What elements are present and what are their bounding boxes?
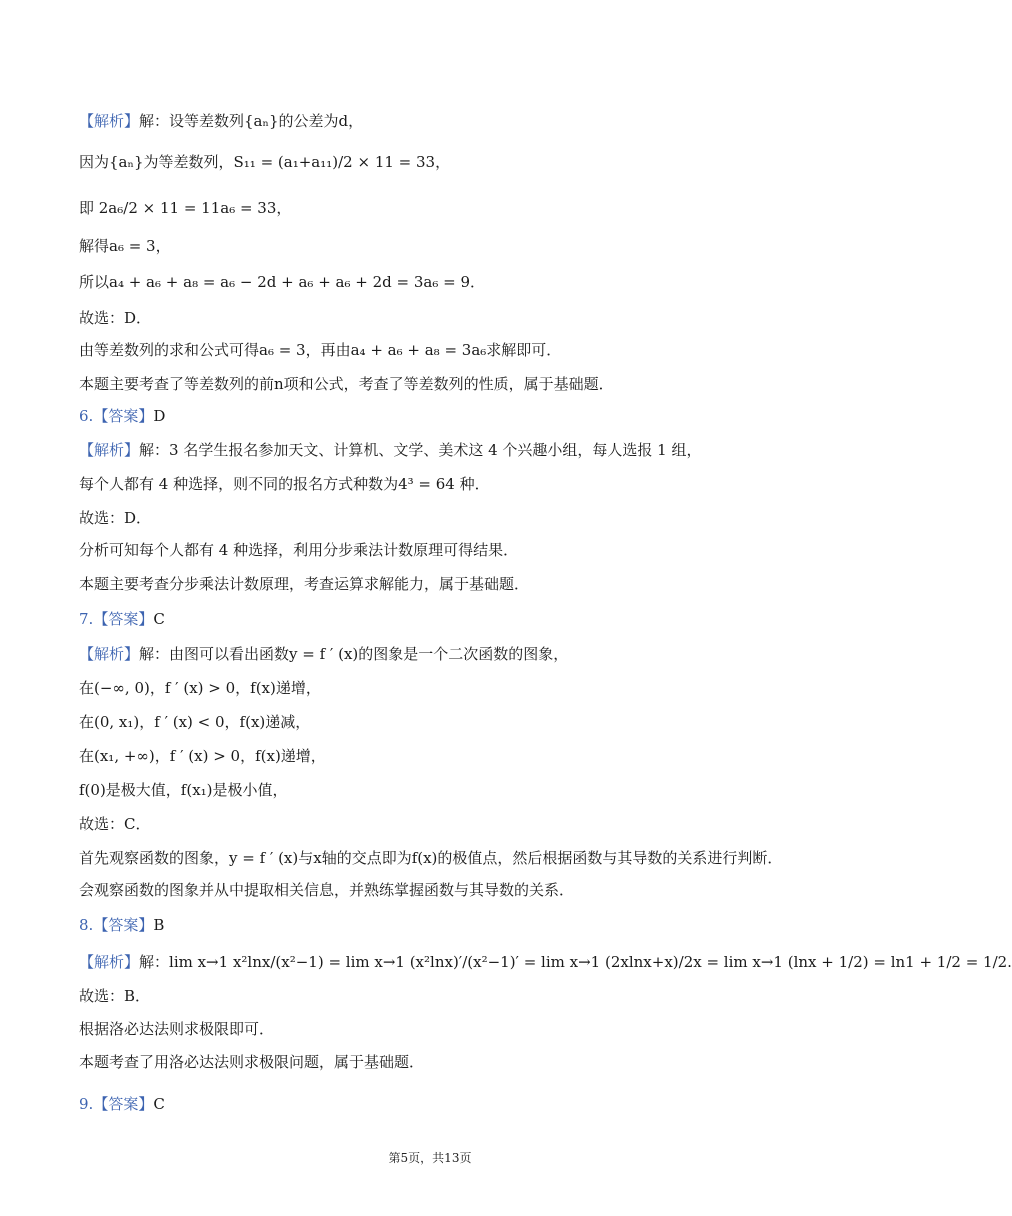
text-line <box>79 340 561 360</box>
text-line <box>79 712 310 732</box>
text-line <box>79 915 164 935</box>
line-text: C <box>153 1095 165 1113</box>
text-line <box>79 474 490 494</box>
text-line <box>79 374 614 394</box>
line-text: 首先观察函数的图象，y = f ′ (x)与x轴的交点即为f(x)的极值点，然后根据函数与其导数的关系进行判断． <box>79 849 783 867</box>
text-line <box>79 198 291 218</box>
text-line <box>79 111 363 131</box>
line-text: 本题主要考查分步乘法计数原理，考查运算求解能力，属于基础题． <box>79 575 530 593</box>
line-text: f(0)是极大值，f(x₁)是极小值， <box>79 781 288 799</box>
question-number: 6. <box>79 407 94 425</box>
line-text: 故选：C． <box>79 815 151 833</box>
section-tag: 【答案】 <box>93 610 154 628</box>
section-tag: 【解析】 <box>79 112 140 130</box>
line-text: 每个人都有 4 种选择，则不同的报名方式种数为4³ = 64 种． <box>79 475 490 493</box>
text-line <box>79 986 150 1006</box>
line-text: D <box>153 407 166 425</box>
line-text: 因为{aₙ}为等差数列，S₁₁ = (a₁+a₁₁)/2 × 11 = 33， <box>79 153 451 171</box>
line-text: 会观察函数的图象并从中提取相关信息，并熟练掌握函数与其导数的关系． <box>79 881 575 899</box>
section-tag: 【答案】 <box>93 1095 154 1113</box>
line-text: 解得a₆ = 3， <box>79 237 171 255</box>
text-line <box>79 440 702 460</box>
text-line <box>79 540 518 560</box>
text-line <box>79 406 165 426</box>
text-line <box>79 236 171 256</box>
line-text: 解：lim x→1 x²lnx/(x²−1) = lim x→1 (x²lnx)′/(x²−1)′ = lim x→1 (2xlnx+x)/2x = lim x→1 (lnx + 1/2) = ln1 + 1/2 = 1/2. <box>139 953 1012 971</box>
line-text: 解：3 名学生报名参加天文、计算机、文学、美术这 4 个兴趣小组，每人选报 1 组， <box>139 441 702 459</box>
text-line <box>79 272 485 292</box>
line-text: 所以a₄ + a₆ + a₈ = a₆ − 2d + a₆ + a₆ + 2d = 3a₆ = 9． <box>79 273 486 291</box>
line-text: 故选：D． <box>79 309 152 327</box>
text-line <box>79 644 568 664</box>
text-line <box>79 609 165 629</box>
section-tag: 【解析】 <box>79 441 140 459</box>
text-line <box>79 1019 274 1039</box>
line-text: 由等差数列的求和公式可得a₆ = 3，再由a₄ + a₆ + a₈ = 3a₆求解即可． <box>79 341 562 359</box>
line-text: 解：由图可以看出函数y = f ′ (x)的图象是一个二次函数的图象， <box>139 645 569 663</box>
text-line <box>79 814 150 834</box>
line-text: 故选：B． <box>79 987 151 1005</box>
text-line <box>79 848 782 868</box>
text-line <box>79 508 151 528</box>
line-text: 本题主要考查了等差数列的前n项和公式，考查了等差数列的性质，属于基础题． <box>79 375 614 393</box>
line-text: 根据洛必达法则求极限即可． <box>79 1020 275 1038</box>
text-line <box>79 952 1012 972</box>
page-footer: 第5页，共13页 <box>388 1151 472 1165</box>
line-text: 分析可知每个人都有 4 种选择，利用分步乘法计数原理可得结果． <box>79 541 519 559</box>
line-text: 在(−∞, 0)，f ′ (x) > 0，f(x)递增， <box>79 679 321 697</box>
section-tag: 【答案】 <box>93 407 154 425</box>
question-number: 7. <box>79 610 94 628</box>
section-tag: 【解析】 <box>79 953 140 971</box>
text-line <box>79 880 574 900</box>
line-text: 即 2a₆/2 × 11 = 11a₆ = 33， <box>79 199 292 217</box>
text-line <box>79 308 151 328</box>
line-text: B <box>153 916 165 934</box>
text-line <box>79 574 529 594</box>
text-line <box>79 746 326 766</box>
text-line <box>79 678 321 698</box>
text-line <box>79 780 288 800</box>
text-line <box>79 152 450 172</box>
section-tag: 【解析】 <box>79 645 140 663</box>
question-number: 8. <box>79 916 94 934</box>
line-text: 解：设等差数列{aₙ}的公差为d， <box>139 112 364 130</box>
text-line <box>79 1094 165 1114</box>
line-text: 本题考查了用洛必达法则求极限问题，属于基础题． <box>79 1053 425 1071</box>
question-number: 9. <box>79 1095 94 1113</box>
line-text: 故选：D． <box>79 509 152 527</box>
text-line <box>79 1052 424 1072</box>
section-tag: 【答案】 <box>93 916 154 934</box>
line-text: 在(x₁, +∞)，f ′ (x) > 0，f(x)递增， <box>79 747 326 765</box>
line-text: 在(0, x₁)，f ′ (x) < 0，f(x)递减， <box>79 713 311 731</box>
line-text: C <box>153 610 165 628</box>
